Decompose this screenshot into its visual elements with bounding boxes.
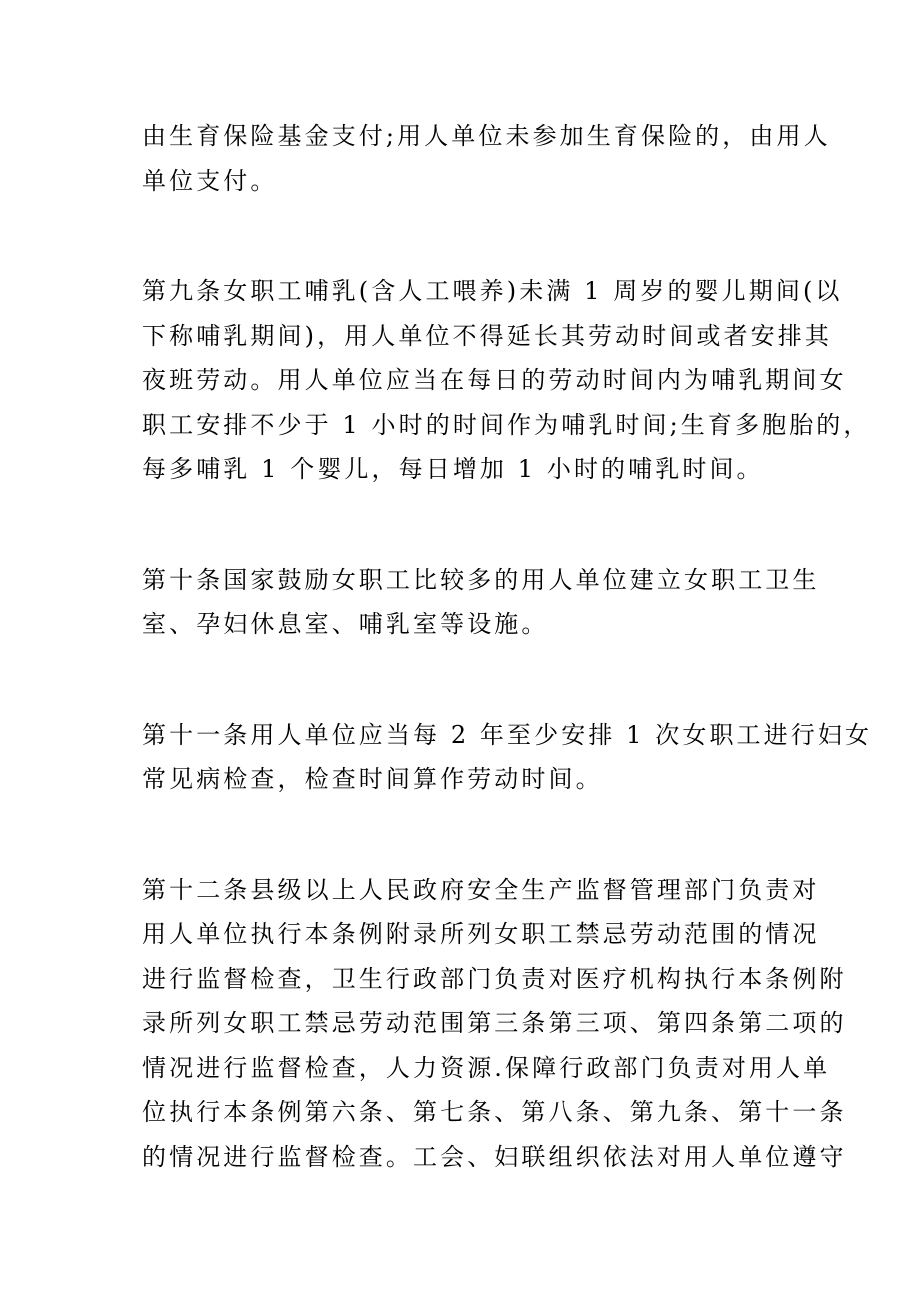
document-body xyxy=(142,114,873,1179)
text-line: 第九条女职工哺乳(含人工喂养)未满 1 周岁的婴儿期间(以 xyxy=(142,277,843,305)
paragraph-article-9 xyxy=(142,269,871,492)
text-line: 室、孕妇休息室、哺乳室等设施。 xyxy=(142,610,549,638)
text-line: 第十一条用人单位应当每 2 年至少安排 1 次女职工进行妇女 xyxy=(142,720,873,749)
paragraph-maternity-insurance-payment xyxy=(142,114,831,203)
text-line: 下称哺乳期间)，用人单位不得延长其劳动时间或者安排其 xyxy=(142,321,832,350)
text-line: 单位支付。 xyxy=(142,166,278,195)
text-line: 位执行本条例第六条、第七条、第八条、第九条、第十一条 xyxy=(142,1098,847,1126)
paragraph-article-10 xyxy=(142,558,820,647)
text-line: 情况进行监督检查，人力资源.保障行政部门负责对用人单 xyxy=(142,1053,831,1082)
text-line: 进行监督检查，卫生行政部门负责对医疗机构执行本条例附 xyxy=(142,964,847,993)
text-line: 夜班劳动。用人单位应当在每日的劳动时间内为哺乳期间女 xyxy=(142,366,847,394)
text-line: 由生育保险基金支付;用人单位未参加生育保险的，由用人 xyxy=(142,122,831,150)
text-line: 常见病检查，检查时间算作劳动时间。 xyxy=(142,765,603,793)
paragraph-spacer xyxy=(142,802,792,868)
text-line: 第十二条县级以上人民政府安全生产监督管理部门负责对 xyxy=(142,875,820,904)
text-line: 职工安排不少于 1 小时的时间作为哺乳时间;生育多胞胎的， xyxy=(142,410,871,439)
text-line: 每多哺乳 1 个婴儿，每日增加 1 小时的哺乳时间。 xyxy=(142,455,764,483)
paragraph-spacer xyxy=(142,647,792,713)
text-line: 第十条国家鼓励女职工比较多的用人单位建立女职工卫生 xyxy=(142,565,820,594)
text-line: 录所列女职工禁忌劳动范围第三条第三项、第四条第二项的 xyxy=(142,1009,847,1037)
paragraph-spacer xyxy=(142,203,792,269)
paragraph-spacer xyxy=(142,492,792,558)
paragraph-article-12 xyxy=(142,868,847,1180)
paragraph-article-11 xyxy=(142,713,873,802)
text-line: 用人单位执行本条例附录所列女职工禁忌劳动范围的情况 xyxy=(142,920,820,948)
text-line: 的情况进行监督检查。工会、妇联组织依法对用人单位遵守 xyxy=(142,1142,847,1171)
